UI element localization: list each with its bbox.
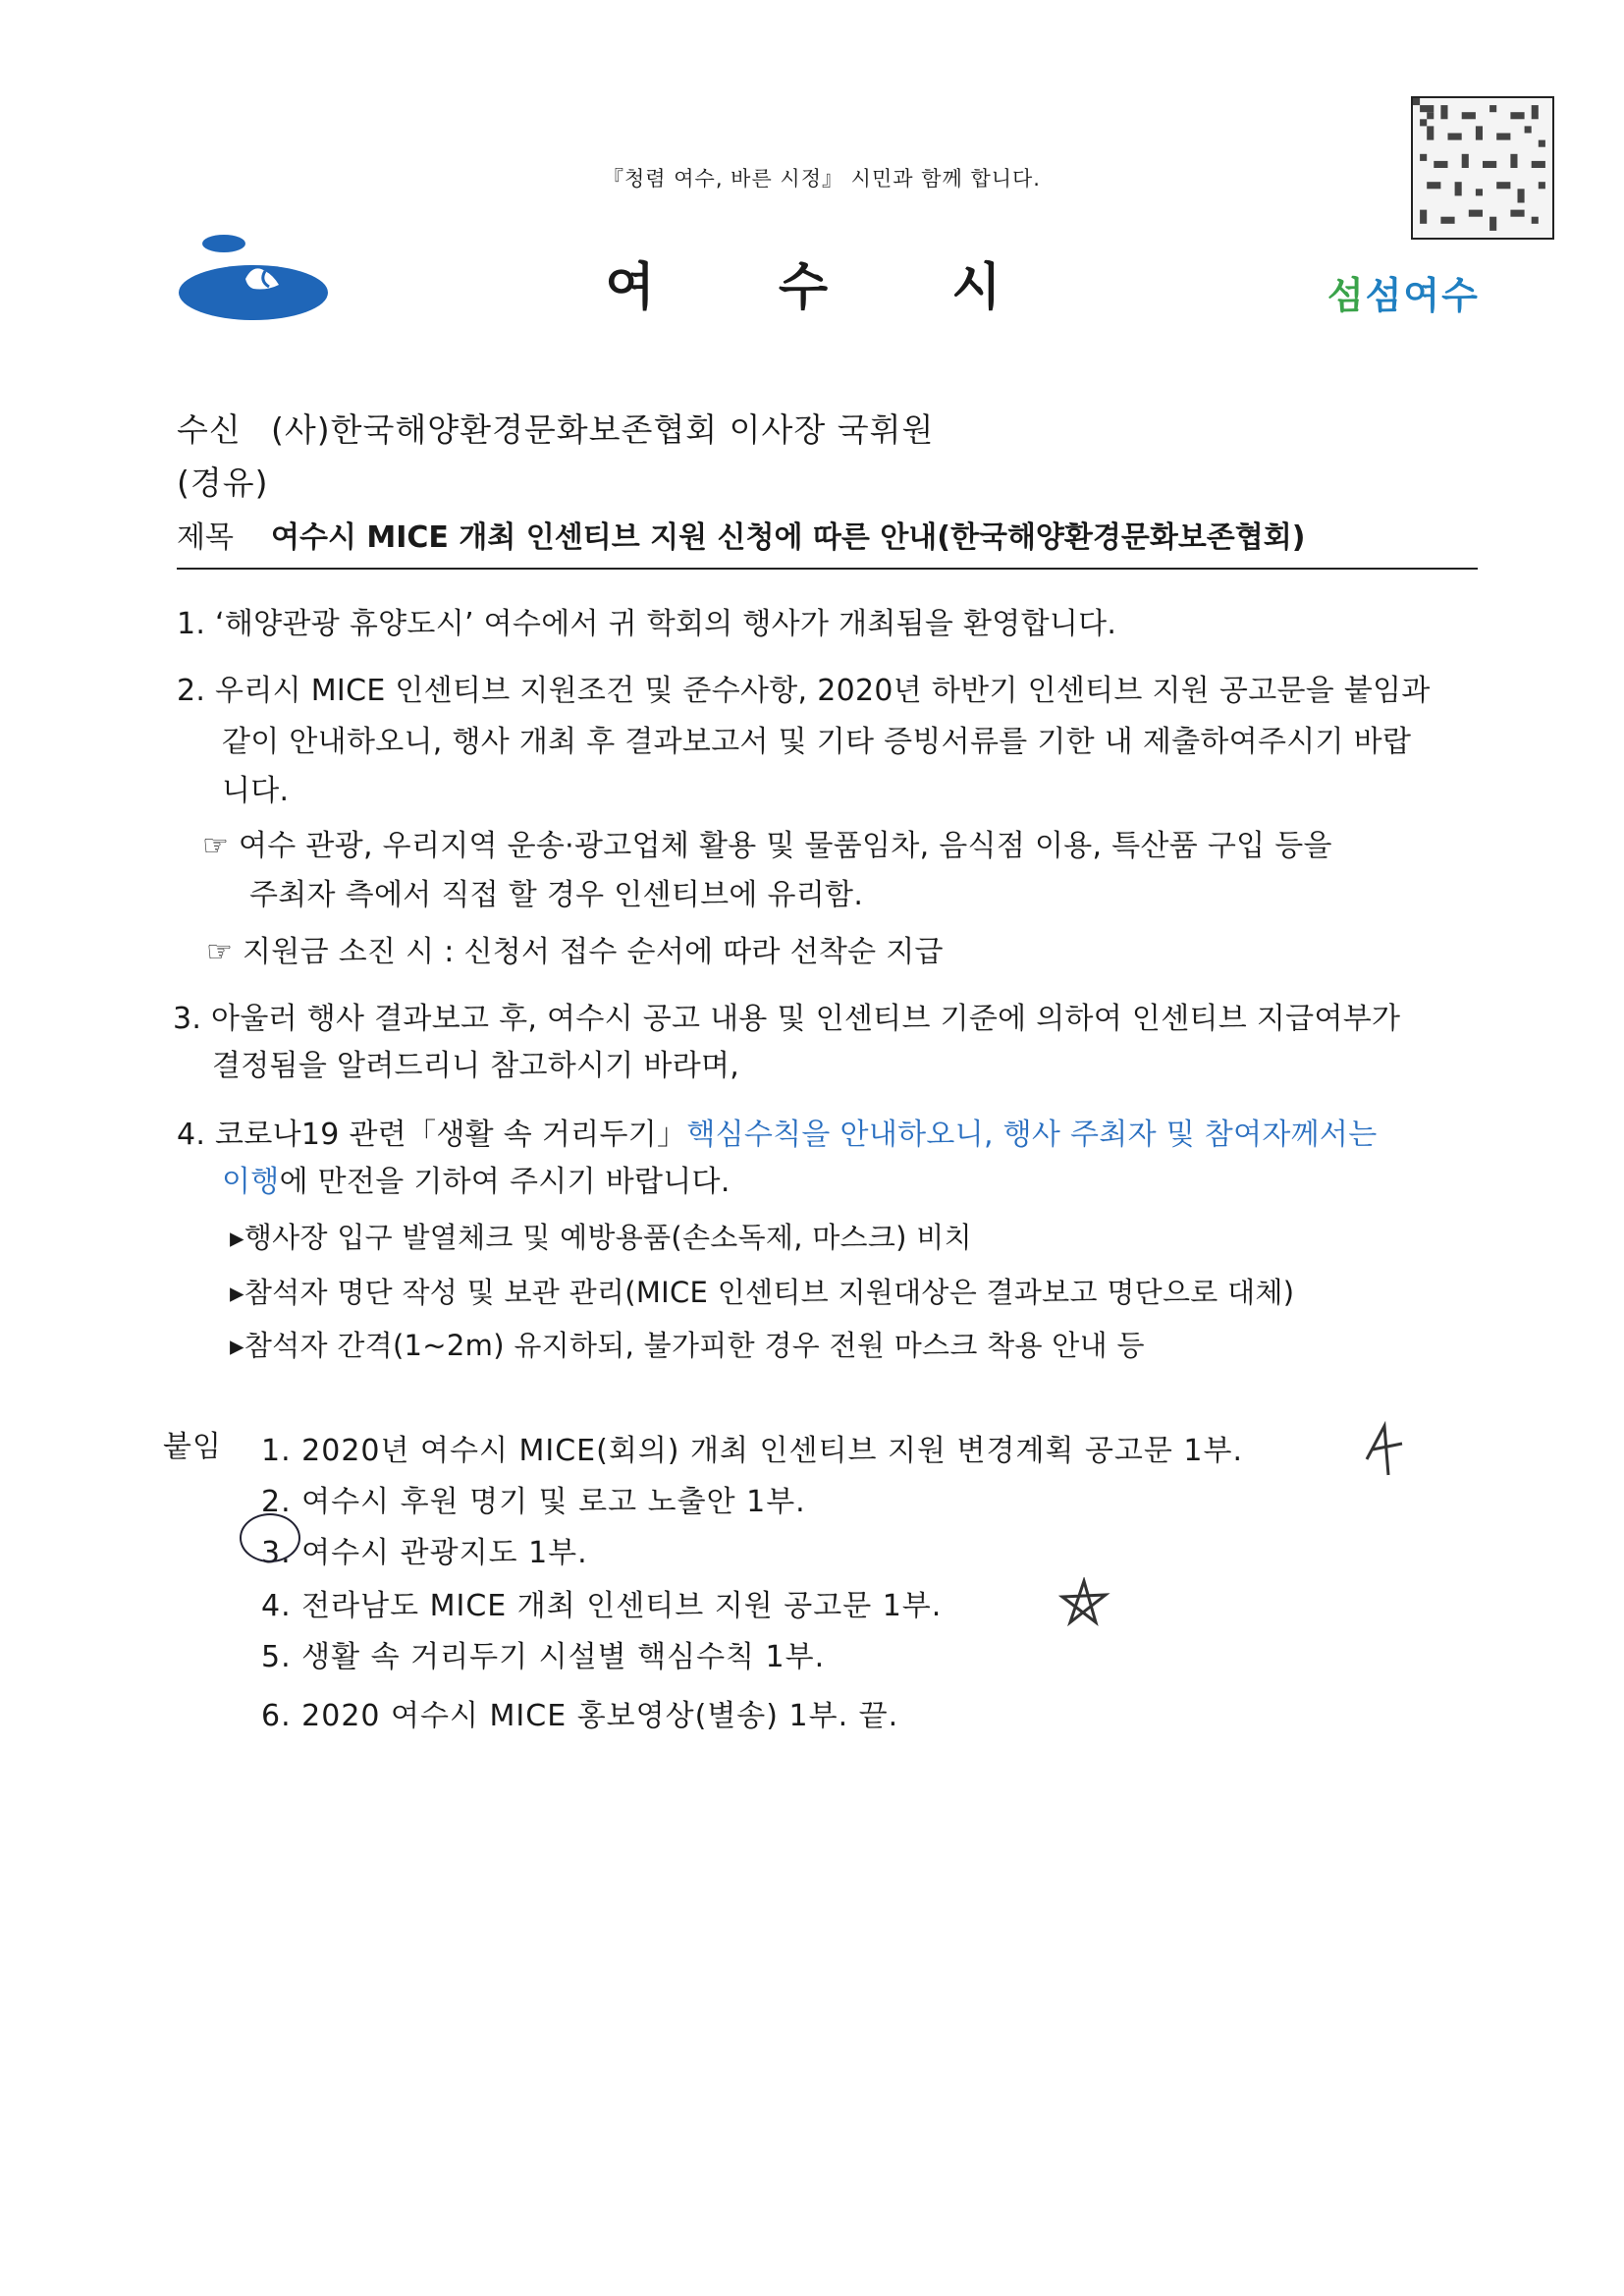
attachment-item: 3. 여수시 관광지도 1부. (261, 1536, 588, 1570)
paragraph-4-line-1 (177, 1110, 1378, 1161)
paragraph-3-line-1: 3. 아울러 행사 결과보고 후, 여수시 공고 내용 및 인센티브 기준에 의하여 인센티브 지급여부가 (173, 1002, 1401, 1036)
paragraph-4-text-c: 이행 (222, 1165, 280, 1199)
subject-label: 제목 (177, 520, 234, 555)
paragraph-4-text-d: 에 만전을 기하여 주시기 바랍니다. (279, 1165, 731, 1199)
paragraph-4-line-2 (222, 1157, 731, 1208)
handwritten-check-mark (1359, 1420, 1408, 1489)
note-1-line-2: 주최자 측에서 직접 할 경우 인센티브에 유리함. (249, 878, 864, 912)
logo-right-blue-part: 섬여수 (1365, 274, 1480, 317)
via-label: (경유) (177, 464, 269, 502)
paragraph-2-line-3: 니다. (222, 774, 290, 808)
attachment-item: 4. 전라남도 MICE 개최 인센티브 지원 공고문 1부. (261, 1589, 943, 1623)
handwritten-circle-mark (240, 1513, 300, 1562)
attachment-item: 2. 여수시 후원 명기 및 로고 노출안 1부. (261, 1485, 806, 1519)
seomseom-yeosu-logo (1327, 265, 1480, 319)
handwritten-star-mark (1056, 1577, 1111, 1638)
recipient-value: (사)한국해양환경문화보존협회 이사장 국휘원 (271, 410, 935, 449)
bullet-item: ▸행사장 입구 발열체크 및 예방용품(손소독제, 마스크) 비치 (230, 1221, 972, 1254)
subject-line (177, 513, 1478, 570)
attachment-item: 5. 생활 속 거리두기 시설별 핵심수칙 1부. (261, 1640, 826, 1674)
qr-code-image (1411, 96, 1554, 240)
recipient-line (177, 405, 934, 451)
paragraph-4-text-a: 4. 코로나19 관련「생활 속 거리두기」 (177, 1118, 687, 1152)
slogan-text: 『청렴 여수, 바른 시정』 시민과 함께 합니다. (603, 167, 1041, 191)
paragraph-4-text-b: 핵심수칙을 안내하오니, 행사 주최자 및 참여자께서는 (686, 1118, 1378, 1152)
recipient-label: 수신 (177, 410, 242, 449)
attachment-item: 6. 2020 여수시 MICE 홍보영상(별송) 1부. 끝. (261, 1699, 899, 1733)
paragraph-1: 1. ‘해양관광 휴양도시’ 여수에서 귀 학회의 행사가 개최됨을 환영합니다. (177, 607, 1117, 641)
attachment-item: 1. 2020년 여수시 MICE(회의) 개최 인센티브 지원 변경계획 공고문 1부. (261, 1434, 1244, 1468)
paragraph-2-line-1: 2. 우리시 MICE 인센티브 지원조건 및 준수사항, 2020년 하반기 인센티브 지원 공고문을 붙임과 (177, 674, 1431, 708)
note-2: ☞ 지원금 소진 시 : 신청서 접수 순서에 따라 선착순 지급 (206, 935, 944, 969)
document-title-city: 여 수 시 (605, 258, 1055, 317)
subject-value: 여수시 MICE 개최 인센티브 지원 신청에 따른 안내(한국해양환경문화보존협회) (271, 520, 1306, 555)
note-1-line-1: ☞ 여수 관광, 우리지역 운송·광고업체 활용 및 물품임차, 음식점 이용, 특산품 구입 등을 (202, 829, 1332, 863)
bullet-item: ▸참석자 간격(1~2m) 유지하되, 불가피한 경우 전원 마스크 착용 안내 등 (230, 1329, 1145, 1362)
paragraph-2-line-2: 같이 안내하오니, 행사 개최 후 결과보고서 및 기타 증빙서류를 기한 내 제출하여주시기 바랍 (222, 725, 1412, 759)
attachments-label: 붙임 (163, 1430, 222, 1464)
bullet-item: ▸참석자 명단 작성 및 보관 관리(MICE 인센티브 지원대상은 결과보고 명단으로 대체) (230, 1276, 1295, 1309)
paragraph-3-line-2: 결정됨을 알려드리니 참고하시기 바라며, (212, 1049, 740, 1083)
yeosu-city-emblem-logo (177, 228, 330, 322)
logo-right-green-part: 섬 (1327, 274, 1366, 317)
